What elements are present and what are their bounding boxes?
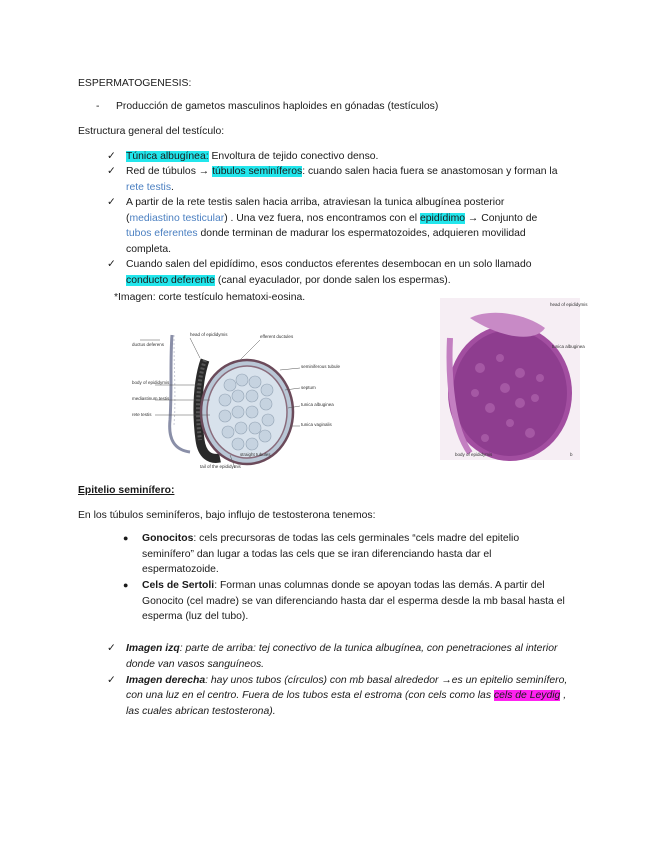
rete-term: rete testis (126, 182, 172, 193)
histo-label-b: b (570, 452, 573, 457)
cuando-rest: (canal eyaculador, por donde salen los espermas). (214, 275, 451, 286)
der-l2-post: , (560, 690, 567, 701)
epitelio-intro: En los túbulos seminíferos, bajo influjo de testosterona tenemos: (78, 510, 376, 521)
tunica-term: Túnica albugínea: (126, 151, 209, 162)
label-tunica-albuginea: tunica albuginea (301, 402, 334, 407)
tubos-eferentes-term: tubos eferentes (126, 228, 198, 239)
label-tail-epididymis: tail of the epididymis (200, 464, 241, 469)
epididimo-term: epidídimo (419, 213, 466, 224)
der-line2 (126, 688, 566, 704)
sertoli-line3: esperma (luz del tubo). (142, 611, 249, 622)
der-line3: las cuales abrican testosterona). (126, 706, 276, 717)
label-mediastinum: mediastinum testis (132, 396, 170, 401)
dash-item: Producción de gametos masculinos haploides en gónadas (testículos) (116, 101, 439, 112)
histology-image (440, 298, 588, 460)
leydig-term: cels de Leydig (493, 690, 561, 701)
label-ductus: ductus deferens (132, 342, 165, 347)
gonocitos-line3: espermatozoide. (142, 564, 219, 575)
conducto-term: conducto deferente (126, 275, 215, 286)
check-icon: ✓ (107, 642, 116, 654)
apartir-line4: completa. (126, 244, 172, 255)
mediastino-term: mediastino testicular (129, 213, 225, 224)
ductus-deferens-shape (170, 335, 190, 452)
gonocitos-line1 (142, 531, 519, 547)
check-icon: ✓ (107, 196, 116, 208)
check-icon: ✓ (107, 674, 116, 686)
apartir-mid: ) . Una vez fuera, nos encontramos con el (224, 213, 420, 224)
apartir-line3 (126, 226, 526, 242)
bullet-dot: ● (123, 533, 129, 543)
check-item-tunica (126, 149, 378, 165)
label-tunica-vaginalis: tunica vaginalis (301, 422, 332, 427)
sertoli-line1 (142, 578, 545, 594)
label-head-epididymis: head of epididymis (190, 332, 228, 337)
izq-text: : parte de arriba: tej conectivo de la tunica albugínea, con penetraciones al interior (179, 643, 558, 654)
dash-marker: - (96, 101, 100, 112)
tubulos-term: túbulos seminíferos (212, 166, 303, 177)
cuando-line2 (126, 273, 451, 289)
sertoli-line2: Gonocito (cel madre) se van diferenciando hasta dar el esperma desde la mb basal hasta el (142, 596, 565, 607)
izq-line2: donde van vasos sanguíneos. (126, 659, 265, 670)
apartir-end: → Conjunto de (465, 213, 538, 224)
der-term: Imagen derecha (126, 675, 206, 686)
check-item-red (126, 164, 558, 180)
check-icon: ✓ (107, 258, 116, 270)
histo-label-tunica: tunica albuginea (552, 344, 585, 349)
cuando-line1: Cuando salen del epidídimo, esos conductos eferentes desembocan en un solo llamado (126, 259, 532, 270)
tunica-text: Envoltura de tejido conectivo denso. (208, 151, 379, 162)
check-icon: ✓ (107, 150, 116, 162)
gonocitos-text: : cels precursoras de todas las cels germinales “cels madre del epitelio (193, 533, 520, 544)
gonocitos-line2: seminífero” dan lugar a todas las cels que se iran diferenciando hasta dar el (142, 549, 492, 560)
label-efferent: efferent ductules (260, 334, 294, 339)
gonocitos-term: Gonocitos (142, 533, 194, 544)
sertoli-term: Cels de Sertoli (142, 580, 215, 591)
izq-term: Imagen izq (126, 643, 180, 654)
imagen-note: *Imagen: corte testículo hematoxi-eosina. (114, 292, 306, 303)
rete-dot: . (171, 182, 174, 193)
doc-title: ESPERMATOGENESIS: (78, 78, 192, 89)
label-straight-tubules: straight tubules (240, 452, 271, 457)
red-text: Red de túbulos → (126, 166, 213, 177)
paren: ( (126, 213, 130, 224)
label-rete-testis: rete testis (132, 412, 152, 417)
label-body-epididymis: body of epididymis (132, 380, 170, 385)
der-line1 (126, 673, 567, 689)
der-l2-pre: con una luz en el centro. Fuera de los tubos esta el estroma (con cels como las (126, 690, 494, 701)
apartir-line1: A partir de la rete testis salen hacia arriba, atraviesan la tunica albugínea posterior (126, 197, 505, 208)
izq-line1 (126, 641, 557, 657)
histo-label-head: head of epididymis (550, 302, 588, 307)
testis-diagram (130, 330, 340, 470)
bullet-dot: ● (123, 580, 129, 590)
histo-label-body: body of epididymis (455, 452, 493, 457)
structure-heading: Estructura general del testículo: (78, 126, 225, 137)
check-item-red-cont (126, 180, 174, 196)
check-icon: ✓ (107, 165, 116, 177)
epitelio-heading: Epitelio seminífero: (78, 485, 175, 496)
label-septum: septum (301, 385, 316, 390)
sertoli-text: : Forman unas columnas donde se apoyan todas las demás. A partir del (214, 580, 545, 591)
apartir-l3-rest: donde terminan de madurar los espermatozoides, adquieren movilidad (197, 228, 526, 239)
apartir-line2 (126, 211, 537, 227)
red-text-rest: : cuando salen hacia fuera se anastomosan y forman la (302, 166, 558, 177)
label-seminiferous: seminiferous tubule (301, 364, 341, 369)
der-text: : hay unos tubos (círculos) con mb basal alrededor →es un epitelio seminífero, (205, 675, 568, 686)
